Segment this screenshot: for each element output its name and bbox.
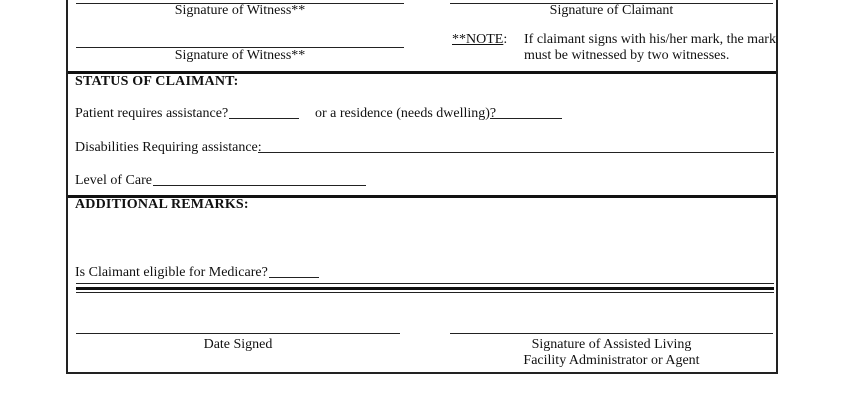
- patient-assistance-field[interactable]: [229, 106, 299, 119]
- remarks-heading: ADDITIONAL REMARKS:: [75, 197, 249, 212]
- note-marker: **NOTE: [452, 32, 504, 47]
- level-of-care-label: Level of Care: [75, 173, 152, 188]
- residence-label: or a residence (needs dwelling)?: [315, 106, 497, 121]
- medicare-label: Is Claimant eligible for Medicare?: [75, 265, 268, 280]
- claimant-label: Signature of Claimant: [549, 3, 674, 18]
- disabilities-label: Disabilities Requiring assistance:: [75, 140, 262, 155]
- note-text-line-1: If claimant signs with his/her mark, the mark: [524, 32, 776, 47]
- witness-1-label: Signature of Witness**: [174, 3, 306, 18]
- facility-label-line-2: Facility Administrator or Agent: [523, 353, 700, 368]
- witness-2-label: Signature of Witness**: [174, 48, 306, 63]
- medicare-field[interactable]: [269, 265, 319, 278]
- disabilities-field[interactable]: [258, 140, 774, 153]
- residence-field[interactable]: [490, 106, 562, 119]
- level-of-care-field[interactable]: [153, 173, 366, 186]
- date-signed-line[interactable]: [76, 333, 400, 334]
- note-marker-row: [452, 32, 507, 48]
- note-colon: :: [503, 32, 508, 47]
- patient-assistance-label: Patient requires assistance?: [75, 106, 229, 121]
- remarks-bottom-rule-3: [76, 292, 774, 293]
- status-heading: STATUS OF CLAIMANT:: [75, 74, 239, 89]
- facility-label-line-1: Signature of Assisted Living: [531, 337, 692, 352]
- remarks-bottom-rule-1: [76, 283, 774, 284]
- facility-signature-line[interactable]: [450, 333, 773, 334]
- note-text-line-2: must be witnessed by two witnesses.: [524, 48, 730, 63]
- remarks-bottom-rule-2: [76, 287, 774, 290]
- date-signed-label: Date Signed: [203, 337, 273, 352]
